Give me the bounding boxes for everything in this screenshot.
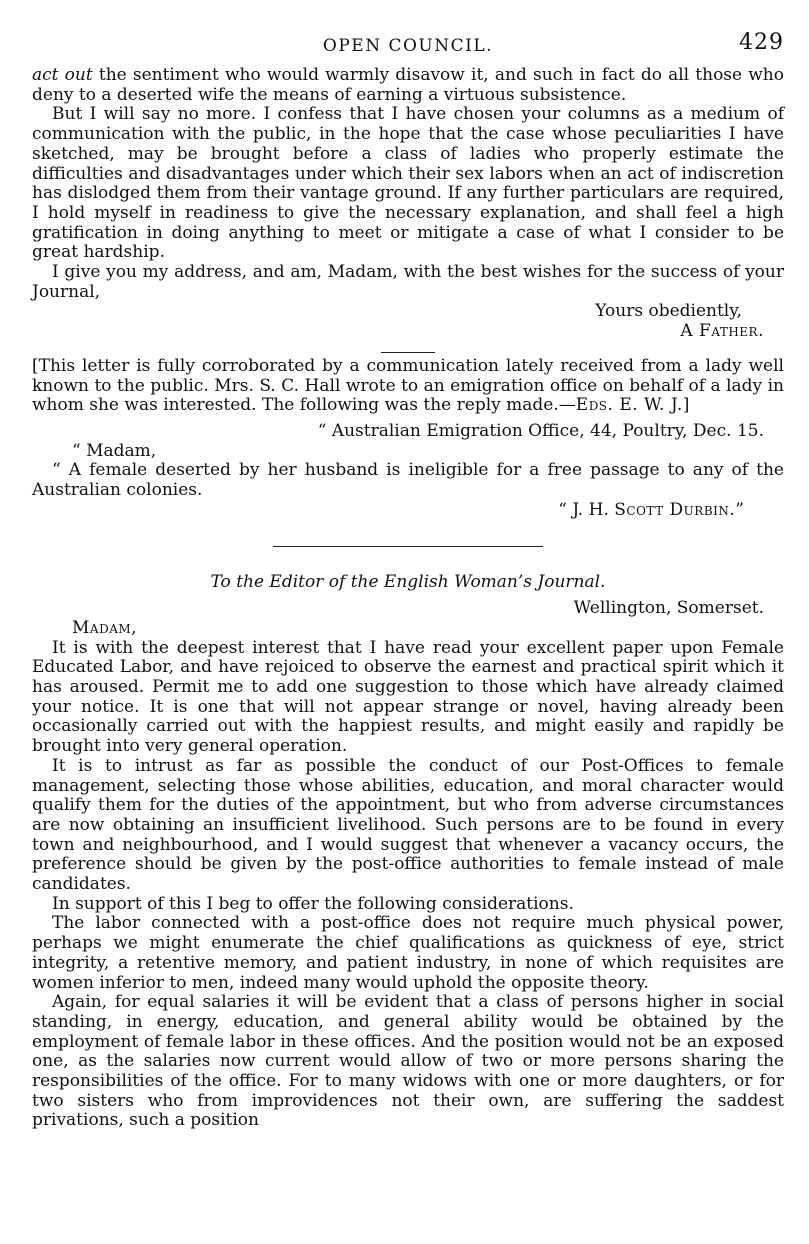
letter2-paragraph: The labor connected with a post-office does not require much physical power, perhaps we might enumerate the chief qualifications as quickness of eye, strict integrity, a retentive memory, and patient industry, in none of which requisites are women inferior to men, indeed many would uphold the opposite theory. <box>32 913 784 993</box>
letter2-heading: To the Editor of the English Woman’s Journal. <box>210 572 606 593</box>
short-divider <box>381 352 435 353</box>
quoted-salutation: “ Madam, <box>72 440 157 461</box>
letter2-paragraph: It is to intrust as far as possible the conduct of our Post-Offices to female management, selecting those whose abilities, education, and moral character would qualify them for the duties of the appointment, but who from adverse circumstances are now obtaining an insufficient livelihood. Such persons are to be found in every town and neighbourhood, and I would suggest that whenever a vacancy occurs, the preference should be given by the post-office authorities to female instead of male candidates. <box>32 755 784 895</box>
letter2-address: Wellington, Somerset. <box>573 598 764 619</box>
editors-note-close: ] <box>682 395 690 416</box>
signature-close: ” <box>735 499 744 520</box>
page-number: 429 <box>739 30 784 55</box>
editors-initials: Eds. E. W. J. <box>575 395 683 416</box>
signature-prefix: “ J. H. <box>558 499 615 520</box>
continuation-text: the sentiment who would warmly disavow it, and such in fact do all those who deny to a deserted wife the means of earning a virtuous subsistence. <box>32 65 784 105</box>
letter2-paragraph: It is with the deepest interest that I have read your excellent paper upon Female Educated Labor, and have rejoiced to observe the earnest and practical spirit which it has aroused. Permit me to add one suggestion to those which have already claimed your notice. It is one that will not appear strange or novel, having already been occasionally carried out with the happiest results, and might easily and rapidly be brought into very general operation. <box>32 637 784 757</box>
letter1-paragraph: But I will say no more. I confess that I have chosen your columns as a medium of communication with the public, in the hope that the case whose peculiarities I have sketched, may be brought before a class of ladies who properly estimate the difficulties and disadvantages under which their sex labors when an act of indiscretion has dislodged them from their vantage ground. If any further particulars are required, I hold myself in readiness to give the necessary explanation, and shall feel a high gratification in doing anything to meet or mitigate a case of what I consider to be great hardship. <box>32 104 784 263</box>
letter1-continuation <box>32 66 784 105</box>
signature-name: Scott Durbin. <box>614 499 736 520</box>
letter1-closing: Yours obediently, <box>595 301 742 322</box>
letter1-paragraph: I give you my address, and am, Madam, with the best wishes for the success of your Journal, <box>32 262 784 302</box>
italic-phrase: act out <box>32 65 93 85</box>
emigration-office-line: “ Australian Emigration Office, 44, Poultry, Dec. 15. <box>317 420 764 441</box>
letter2-salutation: Madam, <box>72 617 138 638</box>
section-divider <box>273 546 543 547</box>
article-body <box>32 66 784 1131</box>
quoted-reply: “ A female deserted by her husband is ineligible for a free passage to any of the Australian colonies. <box>32 460 784 501</box>
running-title: OPEN COUNCIL. <box>322 36 494 56</box>
editors-note <box>32 357 784 416</box>
running-head <box>32 26 784 66</box>
letter2-paragraph: Again, for equal salaries it will be evident that a class of persons higher in social standing, in energy, education, and general ability would be obtained by the employment of female labor in these offices. And the position would not be an exposed one, as the salaries now current would allow of two or more persons sharing the responsibilities of the office. For to many widows with one or more daughters, or for two sisters who from improvidences not their own, are suffering the saddest privations, such a position <box>32 992 784 1131</box>
editors-note-text: [This letter is fully corroborated by a communication lately received from a lady well known to the public. Mrs. S. C. Hall wrote to an emigration office on behalf of a lady in whom she was interested. The following was the reply made.— <box>32 355 784 416</box>
journal-page <box>32 26 784 1226</box>
letter1-signature: A Father. <box>680 321 764 342</box>
letter2-paragraph: In support of this I beg to offer the following considerations. <box>52 893 574 914</box>
quoted-signature <box>32 501 744 521</box>
